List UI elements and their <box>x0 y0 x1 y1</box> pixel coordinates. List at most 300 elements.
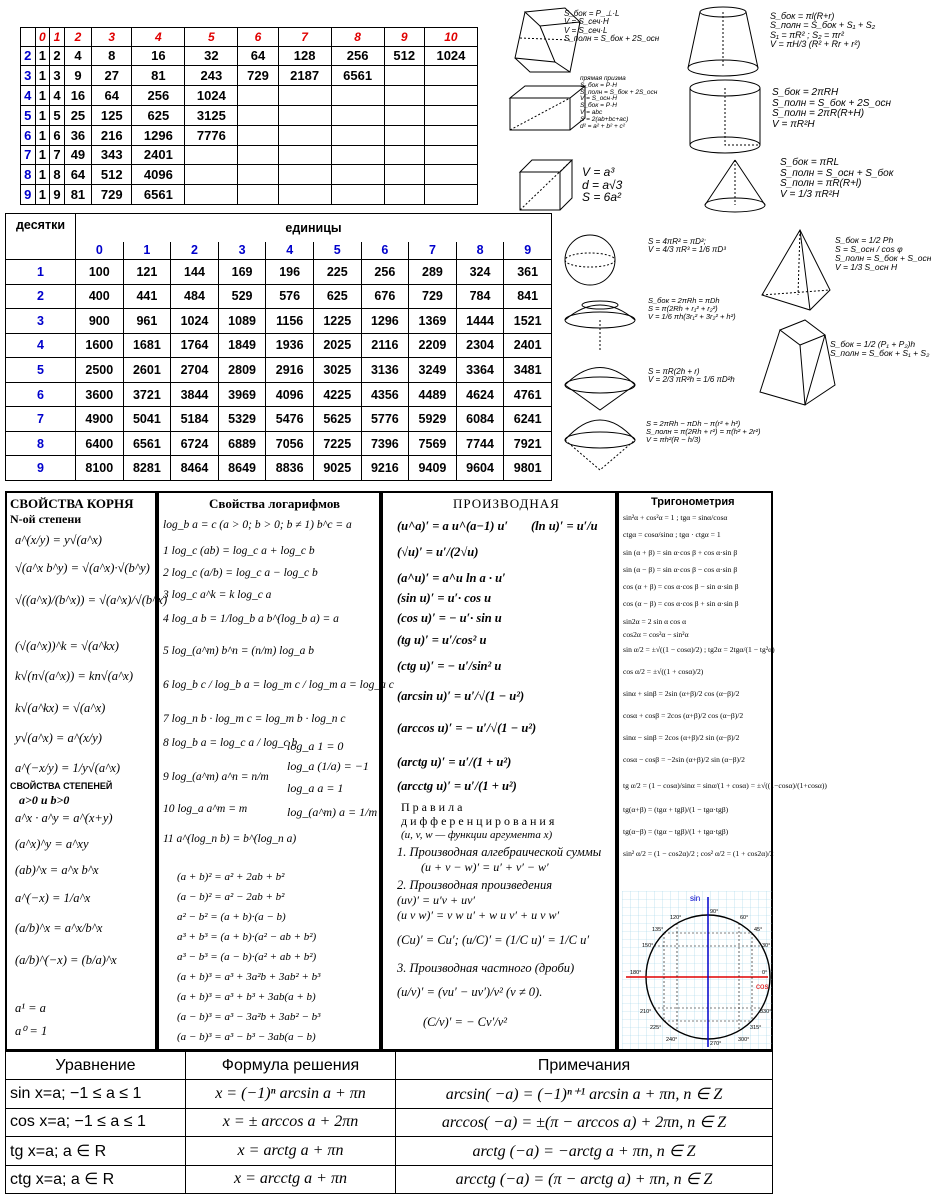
derivative-formula: (u^a)′ = a u^(a−1) u′ <box>397 519 508 533</box>
power-value: 8 <box>92 46 132 66</box>
unit-digit: 3 <box>218 242 266 260</box>
power-base: 4 <box>21 86 36 106</box>
power-value: 49 <box>64 145 91 165</box>
formula-line: 6 log_b c / log_b a = log_m c / log_m a = log_a c <box>163 679 394 691</box>
power-value <box>238 105 278 125</box>
powers-row <box>21 145 478 165</box>
square-value: 2500 <box>76 358 124 383</box>
tens-header: десятки <box>6 214 76 260</box>
formula-line: cosα − cosβ = −2sin (α+β)/2 sin (α−β)/2 <box>623 755 745 764</box>
power-value: 16 <box>64 86 91 106</box>
cylinder-figure <box>690 80 760 153</box>
square-value: 7225 <box>313 431 361 456</box>
deg-label: 60° <box>740 915 749 921</box>
square-value: 4225 <box>313 382 361 407</box>
power-value: 36 <box>64 125 91 145</box>
equations-table <box>5 1051 773 1194</box>
square-value: 5776 <box>361 407 409 432</box>
equation-cell: tg x=a; a ∈ R <box>6 1137 186 1165</box>
power-value <box>238 86 278 106</box>
square-value: 5476 <box>266 407 314 432</box>
square-value: 784 <box>456 284 504 309</box>
square-value: 4761 <box>504 382 552 407</box>
equation-row <box>6 1080 773 1108</box>
unit-digit: 2 <box>171 242 219 260</box>
formula-line: cos2α = cos²α − sin²α <box>623 630 689 639</box>
powers-condition: a>0 и b>0 <box>19 793 70 807</box>
power-value <box>424 165 477 185</box>
power-value: 6 <box>50 125 65 145</box>
squares-row <box>6 309 552 334</box>
power-value <box>424 86 477 106</box>
power-base: 9 <box>21 185 36 205</box>
deg-label: 240° <box>666 1037 678 1043</box>
power-value: 128 <box>278 46 331 66</box>
square-value: 196 <box>266 260 314 285</box>
power-base: 7 <box>21 145 36 165</box>
square-value: 900 <box>76 309 124 334</box>
square-value: 2704 <box>171 358 219 383</box>
square-value: 289 <box>409 260 457 285</box>
deg-label: 150° <box>642 943 654 949</box>
power-value: 64 <box>92 86 132 106</box>
squares-row <box>6 358 552 383</box>
unit-digit: 1 <box>123 242 171 260</box>
power-value <box>238 165 278 185</box>
formula-line: (a^x)^y = a^xy <box>15 837 89 851</box>
power-value: 729 <box>92 185 132 205</box>
power-value: 256 <box>331 46 384 66</box>
square-value: 1681 <box>123 333 171 358</box>
power-value <box>424 145 477 165</box>
power-value: 3 <box>50 66 65 86</box>
powers-row <box>21 46 478 66</box>
power-value: 1 <box>35 165 50 185</box>
power-exponent <box>21 28 36 47</box>
formula-line: k√(a^kx) = √(a^x) <box>15 701 106 715</box>
square-value: 4096 <box>266 382 314 407</box>
formula-line: log_b a = c (a > 0; b > 0; b ≠ 1) b^c = a <box>163 519 352 531</box>
geometry-area <box>480 0 931 490</box>
derivative-formula: (arccos u)′ = − u′/√(1 − u²) <box>397 721 537 735</box>
square-value: 441 <box>123 284 171 309</box>
square-value: 324 <box>456 260 504 285</box>
pyramid-figure <box>762 230 830 310</box>
derivative-formula: (sin u)′ = u′· cos u <box>397 591 492 605</box>
power-value: 2 <box>50 46 65 66</box>
power-value <box>384 145 424 165</box>
square-value: 3721 <box>123 382 171 407</box>
power-value: 64 <box>238 46 278 66</box>
square-value: 5329 <box>218 407 266 432</box>
formula-line: sin²α + cos²α = 1 ; tgα = sinα/cosα <box>623 513 728 522</box>
powers-row <box>21 125 478 145</box>
power-value <box>278 145 331 165</box>
formula-line: a³ + b³ = (a + b)·(a² − ab + b²) <box>177 931 317 943</box>
power-value <box>384 165 424 185</box>
formula-line: a¹ = a <box>15 1001 46 1015</box>
square-value: 729 <box>409 284 457 309</box>
derivative-formula: (√u)′ = u′/(2√u) <box>397 545 479 559</box>
formula-line: cos α/2 = ±√((1 + cosα)/2) <box>623 667 704 676</box>
power-value <box>238 185 278 205</box>
power-value: 81 <box>64 185 91 205</box>
powers-table <box>20 27 478 205</box>
square-value: 3136 <box>361 358 409 383</box>
squares-row <box>6 260 552 285</box>
equation-cell: sin x=a; −1 ≤ a ≤ 1 <box>6 1080 186 1108</box>
square-value: 1521 <box>504 309 552 334</box>
formula-line: tg α/2 = (1 − cosα)/sinα = sinα/(1 + cosα) = ±√((1−cosα)/(1+cosα)) <box>623 781 827 790</box>
formula-line: log_(a^m) a = 1/m <box>287 805 378 819</box>
squares-row <box>6 456 552 481</box>
power-value: 9 <box>50 185 65 205</box>
equations-header-row <box>6 1052 773 1080</box>
segment-formulas: S = πR(2h + r) V = 2/3 πR²h = 1/6 πD²h <box>648 367 735 385</box>
power-value <box>384 66 424 86</box>
power-value: 512 <box>384 46 424 66</box>
power-exponent: 3 <box>92 28 132 47</box>
square-value: 576 <box>266 284 314 309</box>
square-value: 1024 <box>171 309 219 334</box>
square-value: 6561 <box>123 431 171 456</box>
power-exponent: 10 <box>424 28 477 47</box>
formula-line: (√(a^x))^k = √(a^kx) <box>15 639 119 653</box>
power-value <box>331 86 384 106</box>
roots-panel <box>5 491 168 1051</box>
square-value: 6084 <box>456 407 504 432</box>
squares-row <box>6 431 552 456</box>
derivative-formula: (arcctg u)′ = u′/(1 + u²) <box>397 779 517 793</box>
tens-digit: 5 <box>6 358 76 383</box>
formula-line: (a + b)³ = a³ + 3a²b + 3ab² + b³ <box>177 971 321 983</box>
formula-line: (a + b)³ = a³ + b³ + 3ab(a + b) <box>177 991 316 1003</box>
note-cell: arcctg (−a) = (π − arctg a) + πn, n ∈ Z <box>396 1165 773 1193</box>
power-value: 125 <box>92 105 132 125</box>
square-value: 400 <box>76 284 124 309</box>
square-value: 1156 <box>266 309 314 334</box>
solution-cell: x = ± arccos a + 2πn <box>186 1108 396 1136</box>
rules-note: (u, v, w — функции аргумента x) <box>401 829 553 841</box>
power-value: 343 <box>92 145 132 165</box>
solution-cell: x = arctg a + πn <box>186 1137 396 1165</box>
unit-digit: 8 <box>456 242 504 260</box>
power-value <box>424 105 477 125</box>
square-value: 2209 <box>409 333 457 358</box>
equation-row <box>6 1108 773 1136</box>
square-value: 8464 <box>171 456 219 481</box>
formula-line: (ab)^x = a^x b^x <box>15 863 99 877</box>
derivative-formula: (arctg u)′ = u′/(1 + u²) <box>397 755 512 769</box>
cone-formulas: S_бок = πRL S_полн = S_осн + S_бок S_полн = πR(R+l) V = 1/3 πR²H <box>780 157 894 200</box>
power-value <box>278 185 331 205</box>
square-value: 5041 <box>123 407 171 432</box>
formula-line: cosα + cosβ = 2cos (α+β)/2 cos (α−β)/2 <box>623 711 744 720</box>
deg-label: 0° <box>762 970 768 976</box>
powers-row <box>21 66 478 86</box>
derivative-formula: (ln u)′ = u′/u <box>531 519 598 533</box>
note-cell: arctg (−a) = −arctg a + πn, n ∈ Z <box>396 1137 773 1165</box>
rule-2-formula-1: (uv)′ = u′v + uv′ <box>397 893 476 907</box>
unit-circle <box>622 891 772 1049</box>
formula-line: k√(n√(a^x)) = kn√(a^x) <box>15 669 133 683</box>
note-cell: arcsin( −a) = (−1)ⁿ⁺¹ arcsin a + πn, n ∈ Z <box>396 1080 773 1108</box>
formula-line: a² − b² = (a + b)·(a − b) <box>177 911 286 923</box>
deg-label: 135° <box>652 927 664 933</box>
square-value: 484 <box>171 284 219 309</box>
tens-digit: 7 <box>6 407 76 432</box>
logs-panel <box>157 491 394 1051</box>
sector-formulas: S = 2πRh − πDh − π(r² + h²) S_полн = π(2Rh + r²) = π(h² + 2r²) V = πh²(R − h/3) <box>646 419 761 444</box>
formula-line: (a/b)^x = a^x/b^x <box>15 921 103 935</box>
square-value: 9216 <box>361 456 409 481</box>
rule-1-formula: (u + v − w)′ = u′ + v′ − w′ <box>421 860 549 874</box>
square-value: 7744 <box>456 431 504 456</box>
unit-digit: 9 <box>504 242 552 260</box>
unit-digit: 6 <box>361 242 409 260</box>
square-value: 2809 <box>218 358 266 383</box>
formula-line: (a − b)² = a² − 2ab + b² <box>177 891 285 903</box>
formula-line: sin (α − β) = sin α·cos β − cos α·sin β <box>623 565 738 574</box>
derivative-formula: (arcsin u)′ = u′/√(1 − u²) <box>397 689 525 703</box>
rule-2: 2. Производная произведения <box>397 878 553 892</box>
square-value: 4489 <box>409 382 457 407</box>
powers-row <box>21 185 478 205</box>
square-value: 9801 <box>504 456 552 481</box>
formula-line: 7 log_n b · log_m c = log_m b · log_n c <box>163 713 346 725</box>
power-value: 1 <box>35 105 50 125</box>
square-value: 676 <box>361 284 409 309</box>
tens-digit: 2 <box>6 284 76 309</box>
rule-3-formula-2: (C/v)′ = − Cv′/v² <box>423 1015 508 1029</box>
square-value: 961 <box>123 309 171 334</box>
deg-label: 180° <box>630 970 642 976</box>
square-value: 256 <box>361 260 409 285</box>
power-value <box>384 125 424 145</box>
cylinder-formulas: S_бок = 2πRH S_полн = S_бок + 2S_осн S_полн = 2πR(R+H) V = πR²H <box>772 87 892 130</box>
rule-3-formula-1: (u/v)′ = (vu′ − uv′)/v² (v ≠ 0). <box>397 985 543 999</box>
derivative-formula: (cos u)′ = − u′· sin u <box>397 611 502 625</box>
formula-line: (a + b)² = a² + 2ab + b² <box>177 871 285 883</box>
power-value: 32 <box>185 46 238 66</box>
formula-line: 3 log_c a^k = k log_c a <box>163 589 272 601</box>
equations-header: Примечания <box>396 1052 773 1080</box>
square-value: 529 <box>218 284 266 309</box>
power-value <box>331 185 384 205</box>
power-exponent: 7 <box>278 28 331 47</box>
formula-line: sinα + sinβ = 2sin (α+β)/2 cos (α−β)/2 <box>623 689 740 698</box>
trig-title: Тригонометрия <box>651 496 735 508</box>
deg-label: 30° <box>762 943 771 949</box>
power-value: 5 <box>50 105 65 125</box>
solution-cell: x = arcctg a + πn <box>186 1165 396 1193</box>
power-value: 216 <box>92 125 132 145</box>
formula-line: √(a^x b^y) = √(a^x)·√(b^y) <box>15 561 150 575</box>
solution-cell: x = (−1)ⁿ arcsin a + πn <box>186 1080 396 1108</box>
formula-line: sin α/2 = ±√((1 − cosα)/2) ; tg2α = 2tgα/(1 − tg²α) <box>623 645 775 654</box>
square-value: 1444 <box>456 309 504 334</box>
power-value <box>185 145 238 165</box>
square-value: 2916 <box>266 358 314 383</box>
deg-label: 210° <box>640 1009 652 1015</box>
square-value: 5625 <box>313 407 361 432</box>
unit-digit: 5 <box>313 242 361 260</box>
square-value: 6889 <box>218 431 266 456</box>
cos-axis-label: cos <box>756 982 769 991</box>
formula-line: a^x · a^y = a^(x+y) <box>15 811 113 825</box>
power-value: 1296 <box>132 125 185 145</box>
square-value: 2025 <box>313 333 361 358</box>
right-prism-formulas: прямая призма S_бок = P·H S_полн = S_бок + 2S_осн V = S_осн·H S_бок = P·H V = abc S = 2(ab+bc+ac) d² = a² + b² + c² <box>580 75 658 130</box>
powers-row <box>21 86 478 106</box>
square-value: 8281 <box>123 456 171 481</box>
formula-line: a^(−x) = 1/a^x <box>15 891 91 905</box>
square-value: 6724 <box>171 431 219 456</box>
power-value: 1 <box>35 86 50 106</box>
powers-header-row <box>21 28 478 47</box>
power-value: 2187 <box>278 66 331 86</box>
square-value: 9409 <box>409 456 457 481</box>
square-value: 7921 <box>504 431 552 456</box>
formula-line: a^(−x/y) = 1/y√(a^x) <box>15 761 121 775</box>
power-exponent: 9 <box>384 28 424 47</box>
square-value: 1764 <box>171 333 219 358</box>
square-value: 9604 <box>456 456 504 481</box>
power-exponent: 1 <box>50 28 65 47</box>
power-value: 243 <box>185 66 238 86</box>
power-value: 1 <box>35 185 50 205</box>
rules-title: П р а в и л а <box>401 800 463 814</box>
square-value: 1089 <box>218 309 266 334</box>
power-value <box>384 86 424 106</box>
power-value: 1024 <box>424 46 477 66</box>
power-value: 256 <box>132 86 185 106</box>
tens-digit: 4 <box>6 333 76 358</box>
deg-label: 90° <box>710 909 719 915</box>
squares-row <box>6 284 552 309</box>
square-value: 7569 <box>409 431 457 456</box>
formula-line: 11 a^(log_n b) = b^(log_n a) <box>163 833 297 845</box>
deg-label: 225° <box>650 1025 662 1031</box>
box-figure <box>510 86 585 130</box>
square-value: 841 <box>504 284 552 309</box>
formula-line: 5 log_(a^m) b^n = (n/m) log_a b <box>163 645 314 657</box>
square-value: 4356 <box>361 382 409 407</box>
equation-row <box>6 1165 773 1193</box>
tens-digit: 8 <box>6 431 76 456</box>
power-value: 64 <box>64 165 91 185</box>
cube-formulas: V = a³ d = a√3 S = 6a² <box>582 165 623 205</box>
power-value: 3125 <box>185 105 238 125</box>
power-value <box>331 125 384 145</box>
power-value: 4 <box>64 46 91 66</box>
rule-1: 1. Производная алгебраической суммы <box>397 845 602 859</box>
rule-3: 3. Производная частного (дроби) <box>397 961 575 975</box>
formula-line: √((a^x)/(b^x)) = √(a^x)/√(b^x) <box>15 593 168 607</box>
equations-header: Уравнение <box>6 1052 186 1080</box>
derivative-formula: (a^u)′ = a^u ln a · u′ <box>397 571 506 585</box>
deg-label: 120° <box>670 915 682 921</box>
power-base: 2 <box>21 46 36 66</box>
square-value: 1225 <box>313 309 361 334</box>
trunc-pyramid-figure <box>760 320 835 405</box>
deg-label: 315° <box>750 1025 762 1031</box>
tens-digit: 3 <box>6 309 76 334</box>
segment-figure <box>565 368 635 411</box>
cube-figure <box>520 160 572 210</box>
power-value <box>238 125 278 145</box>
unit-digit: 0 <box>76 242 124 260</box>
square-value: 3364 <box>456 358 504 383</box>
square-value: 2116 <box>361 333 409 358</box>
square-value: 1849 <box>218 333 266 358</box>
formula-line: a^(x/y) = y√(a^x) <box>15 533 102 547</box>
rule-2-formula-2: (u v w)′ = v w u′ + w u v′ + u v w′ <box>397 908 560 922</box>
square-value: 1936 <box>266 333 314 358</box>
square-value: 4624 <box>456 382 504 407</box>
square-value: 9025 <box>313 456 361 481</box>
power-value: 1024 <box>185 86 238 106</box>
deg-label: 330° <box>760 1009 772 1015</box>
power-value <box>424 185 477 205</box>
units-header: единицы <box>76 214 552 242</box>
power-value: 6561 <box>331 66 384 86</box>
formula-line: 2 log_c (a/b) = log_c a − log_c b <box>163 567 318 579</box>
power-exponent: 0 <box>35 28 50 47</box>
tens-digit: 1 <box>6 260 76 285</box>
formula-line: sin2α = 2 sin α cos α <box>623 617 687 626</box>
square-value: 7396 <box>361 431 409 456</box>
power-value: 1 <box>35 66 50 86</box>
logs-title: Свойства логарифмов <box>209 496 341 511</box>
equation-cell: cos x=a; −1 ≤ a ≤ 1 <box>6 1108 186 1136</box>
power-base: 3 <box>21 66 36 86</box>
formula-line: 4 log_a b = 1/log_b a b^(log_b a) = a <box>163 613 339 625</box>
formula-line: 9 log_(a^m) a^n = n/m <box>163 771 269 783</box>
power-exponent: 4 <box>132 28 185 47</box>
formula-line: log_a (1/a) = −1 <box>287 759 369 773</box>
formula-line: ctgα = cosα/sinα ; tgα · ctgα = 1 <box>623 530 721 539</box>
power-value: 25 <box>64 105 91 125</box>
power-exponent: 2 <box>64 28 91 47</box>
derivative-formula: (tg u)′ = u′/cos² u <box>397 633 487 647</box>
power-exponent: 5 <box>185 28 238 47</box>
power-base: 8 <box>21 165 36 185</box>
layer-figure <box>565 301 635 350</box>
square-value: 8100 <box>76 456 124 481</box>
square-value: 2401 <box>504 333 552 358</box>
power-value <box>384 185 424 205</box>
square-value: 3481 <box>504 358 552 383</box>
formula-line: log_a 1 = 0 <box>287 739 344 753</box>
power-value: 27 <box>92 66 132 86</box>
formula-line: log_a a = 1 <box>287 781 344 795</box>
equation-row <box>6 1137 773 1165</box>
square-value: 361 <box>504 260 552 285</box>
square-value: 3249 <box>409 358 457 383</box>
power-value <box>278 125 331 145</box>
square-value: 2304 <box>456 333 504 358</box>
formula-line: 1 log_c (ab) = log_c a + log_c b <box>163 545 315 557</box>
power-value: 4 <box>50 86 65 106</box>
sphere-figure <box>565 235 615 285</box>
power-base: 6 <box>21 125 36 145</box>
power-value: 9 <box>64 66 91 86</box>
power-value: 729 <box>238 66 278 86</box>
square-value: 100 <box>76 260 124 285</box>
sphere-formulas: S = 4πR² = πD²; V = 4/3 πR³ = 1/6 πD³ <box>648 237 726 255</box>
square-value: 4900 <box>76 407 124 432</box>
